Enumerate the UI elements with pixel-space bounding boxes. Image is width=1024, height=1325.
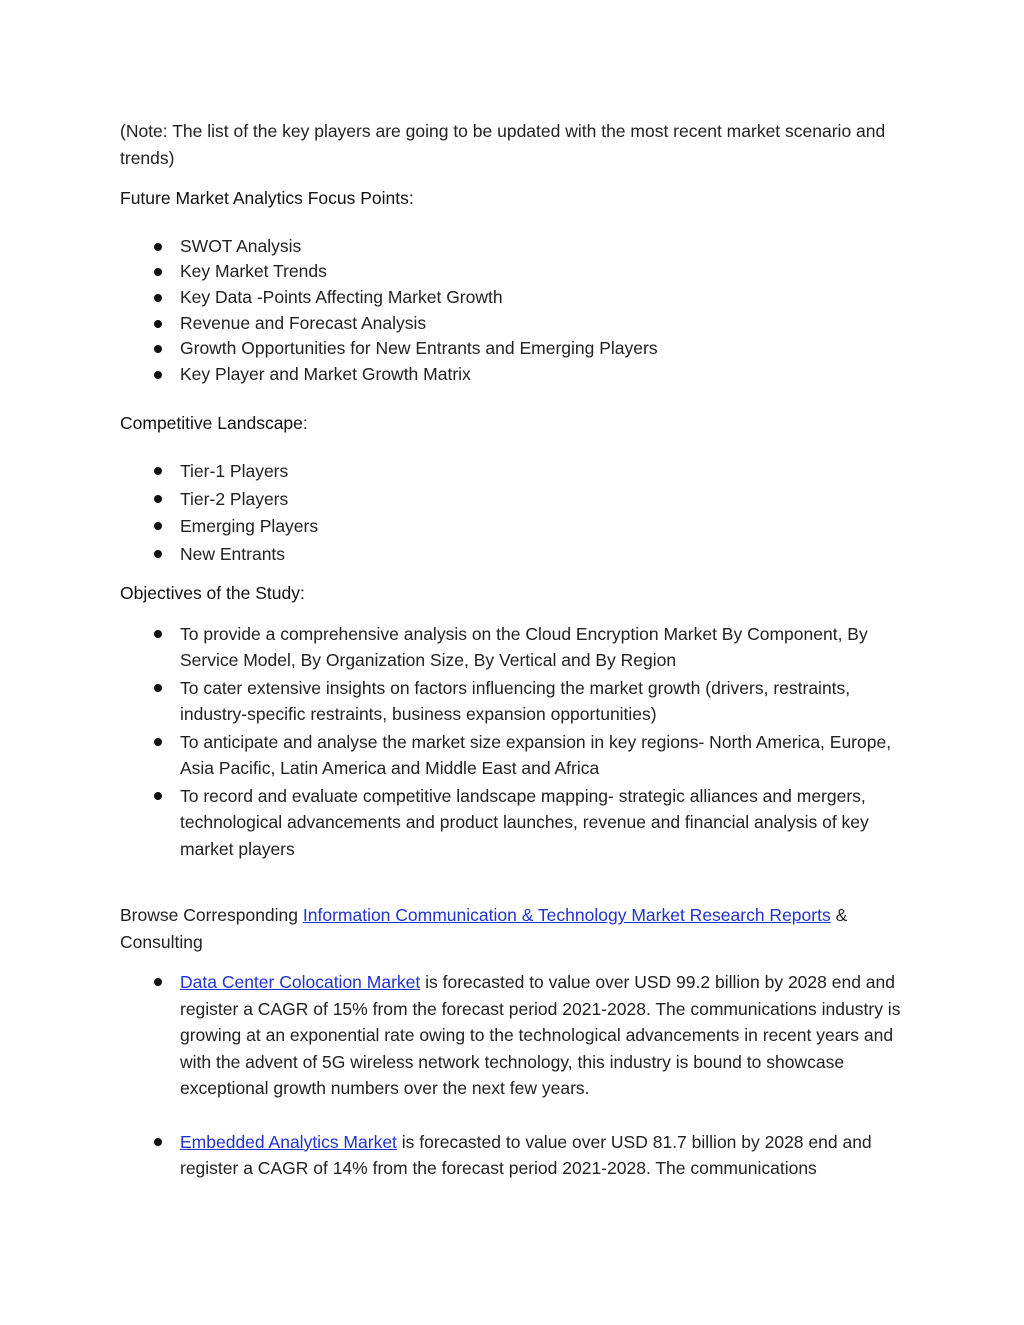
bullet-icon <box>154 320 162 328</box>
bullet-icon <box>154 371 162 379</box>
list-item <box>120 1129 905 1182</box>
list-item-text: Key Data -Points Affecting Market Growth <box>180 286 503 307</box>
bullet-icon <box>154 467 162 475</box>
list-item <box>120 486 905 514</box>
list-item <box>120 458 905 486</box>
list-item-text: New Entrants <box>180 543 286 564</box>
list-item <box>120 513 905 541</box>
bullet-icon <box>154 268 162 276</box>
list-item <box>120 234 905 260</box>
list-item-text: Key Player and Market Growth Matrix <box>180 364 471 385</box>
bullet-icon <box>154 630 162 638</box>
competitive-list <box>120 458 905 568</box>
list-item <box>120 783 905 863</box>
focus-list <box>120 234 905 388</box>
bullet-icon <box>154 243 162 251</box>
bullet-icon <box>154 978 162 986</box>
bullet-icon <box>154 495 162 503</box>
list-item-text: Tier-1 Players <box>180 461 289 482</box>
list-item <box>120 311 905 337</box>
list-item-text: Tier-2 Players <box>180 488 289 509</box>
list-item-text: Growth Opportunities for New Entrants and Emerging Players <box>180 338 658 359</box>
objectives-list <box>120 621 905 863</box>
list-item-text: To record and evaluate competitive landscape mapping- strategic alliances and mergers, technological advancements and product launches, revenue and financial analysis of key market players <box>180 785 869 859</box>
list-item <box>120 259 905 285</box>
bullet-icon <box>154 792 162 800</box>
list-item-text: To provide a comprehensive analysis on the Cloud Encryption Market By Component, By Service Model, By Organization Size, By Vertical and By Region <box>180 623 868 671</box>
competitive-heading: Competitive Landscape: <box>120 412 308 433</box>
list-item <box>120 621 905 674</box>
page-content <box>120 118 905 1209</box>
objectives-heading: Objectives of the Study: <box>120 583 305 604</box>
list-item <box>120 541 905 569</box>
bullet-icon <box>154 294 162 302</box>
list-item <box>120 336 905 362</box>
list-item-text: Revenue and Forecast Analysis <box>180 312 427 333</box>
ict-reports-link[interactable]: Information Communication & Technology Market Research Reports <box>302 905 831 926</box>
related-reports-list <box>120 969 905 1182</box>
list-item-text: is forecasted to value over USD 99.2 billion by 2028 end and register a CAGR of 15% from the forecast period 2021-2028. The communications industry is growing at an exponential rate owing to the technological advancements in recent years and with the advent of 5G wireless network technology, this industry is bound to showcase exceptional growth numbers over the next few years. <box>180 972 901 1099</box>
focus-heading: Future Market Analytics Focus Points: <box>120 188 414 208</box>
list-item-text: To anticipate and analyse the market size expansion in key regions- North America, Europe, Asia Pacific, Latin America and Middle East and Africa <box>180 731 892 779</box>
list-item <box>120 285 905 311</box>
bullet-icon <box>154 1138 162 1146</box>
bullet-icon <box>154 345 162 353</box>
list-item <box>120 362 905 388</box>
list-item-text: Emerging Players <box>180 516 319 537</box>
list-item <box>120 729 905 782</box>
bullet-icon <box>154 684 162 692</box>
bullet-icon <box>154 522 162 530</box>
list-item-text: is forecasted to value over USD 81.7 billion by 2028 end and register a CAGR of 14% from the forecast period 2021-2028. The communications <box>180 1131 872 1179</box>
bullet-icon <box>154 550 162 558</box>
data-center-colocation-link[interactable]: Data Center Colocation Market <box>180 972 421 993</box>
list-item <box>120 675 905 728</box>
browse-prefix: Browse Corresponding <box>120 905 303 926</box>
list-item <box>120 969 905 1102</box>
embedded-analytics-link[interactable]: Embedded Analytics Market <box>180 1131 397 1152</box>
list-item-text: Key Market Trends <box>180 261 327 282</box>
list-item-text: To cater extensive insights on factors influencing the market growth (drivers, restraints, industry-specific restraints, business expansion opportunities) <box>180 677 851 725</box>
note-paragraph: (Note: The list of the key players are going to be updated with the most recent market scenario and trends) <box>120 121 886 168</box>
browse-heading <box>120 902 905 955</box>
browse-suffix: & Consulting <box>120 905 848 952</box>
list-item-text: SWOT Analysis <box>180 235 302 256</box>
bullet-icon <box>154 738 162 746</box>
